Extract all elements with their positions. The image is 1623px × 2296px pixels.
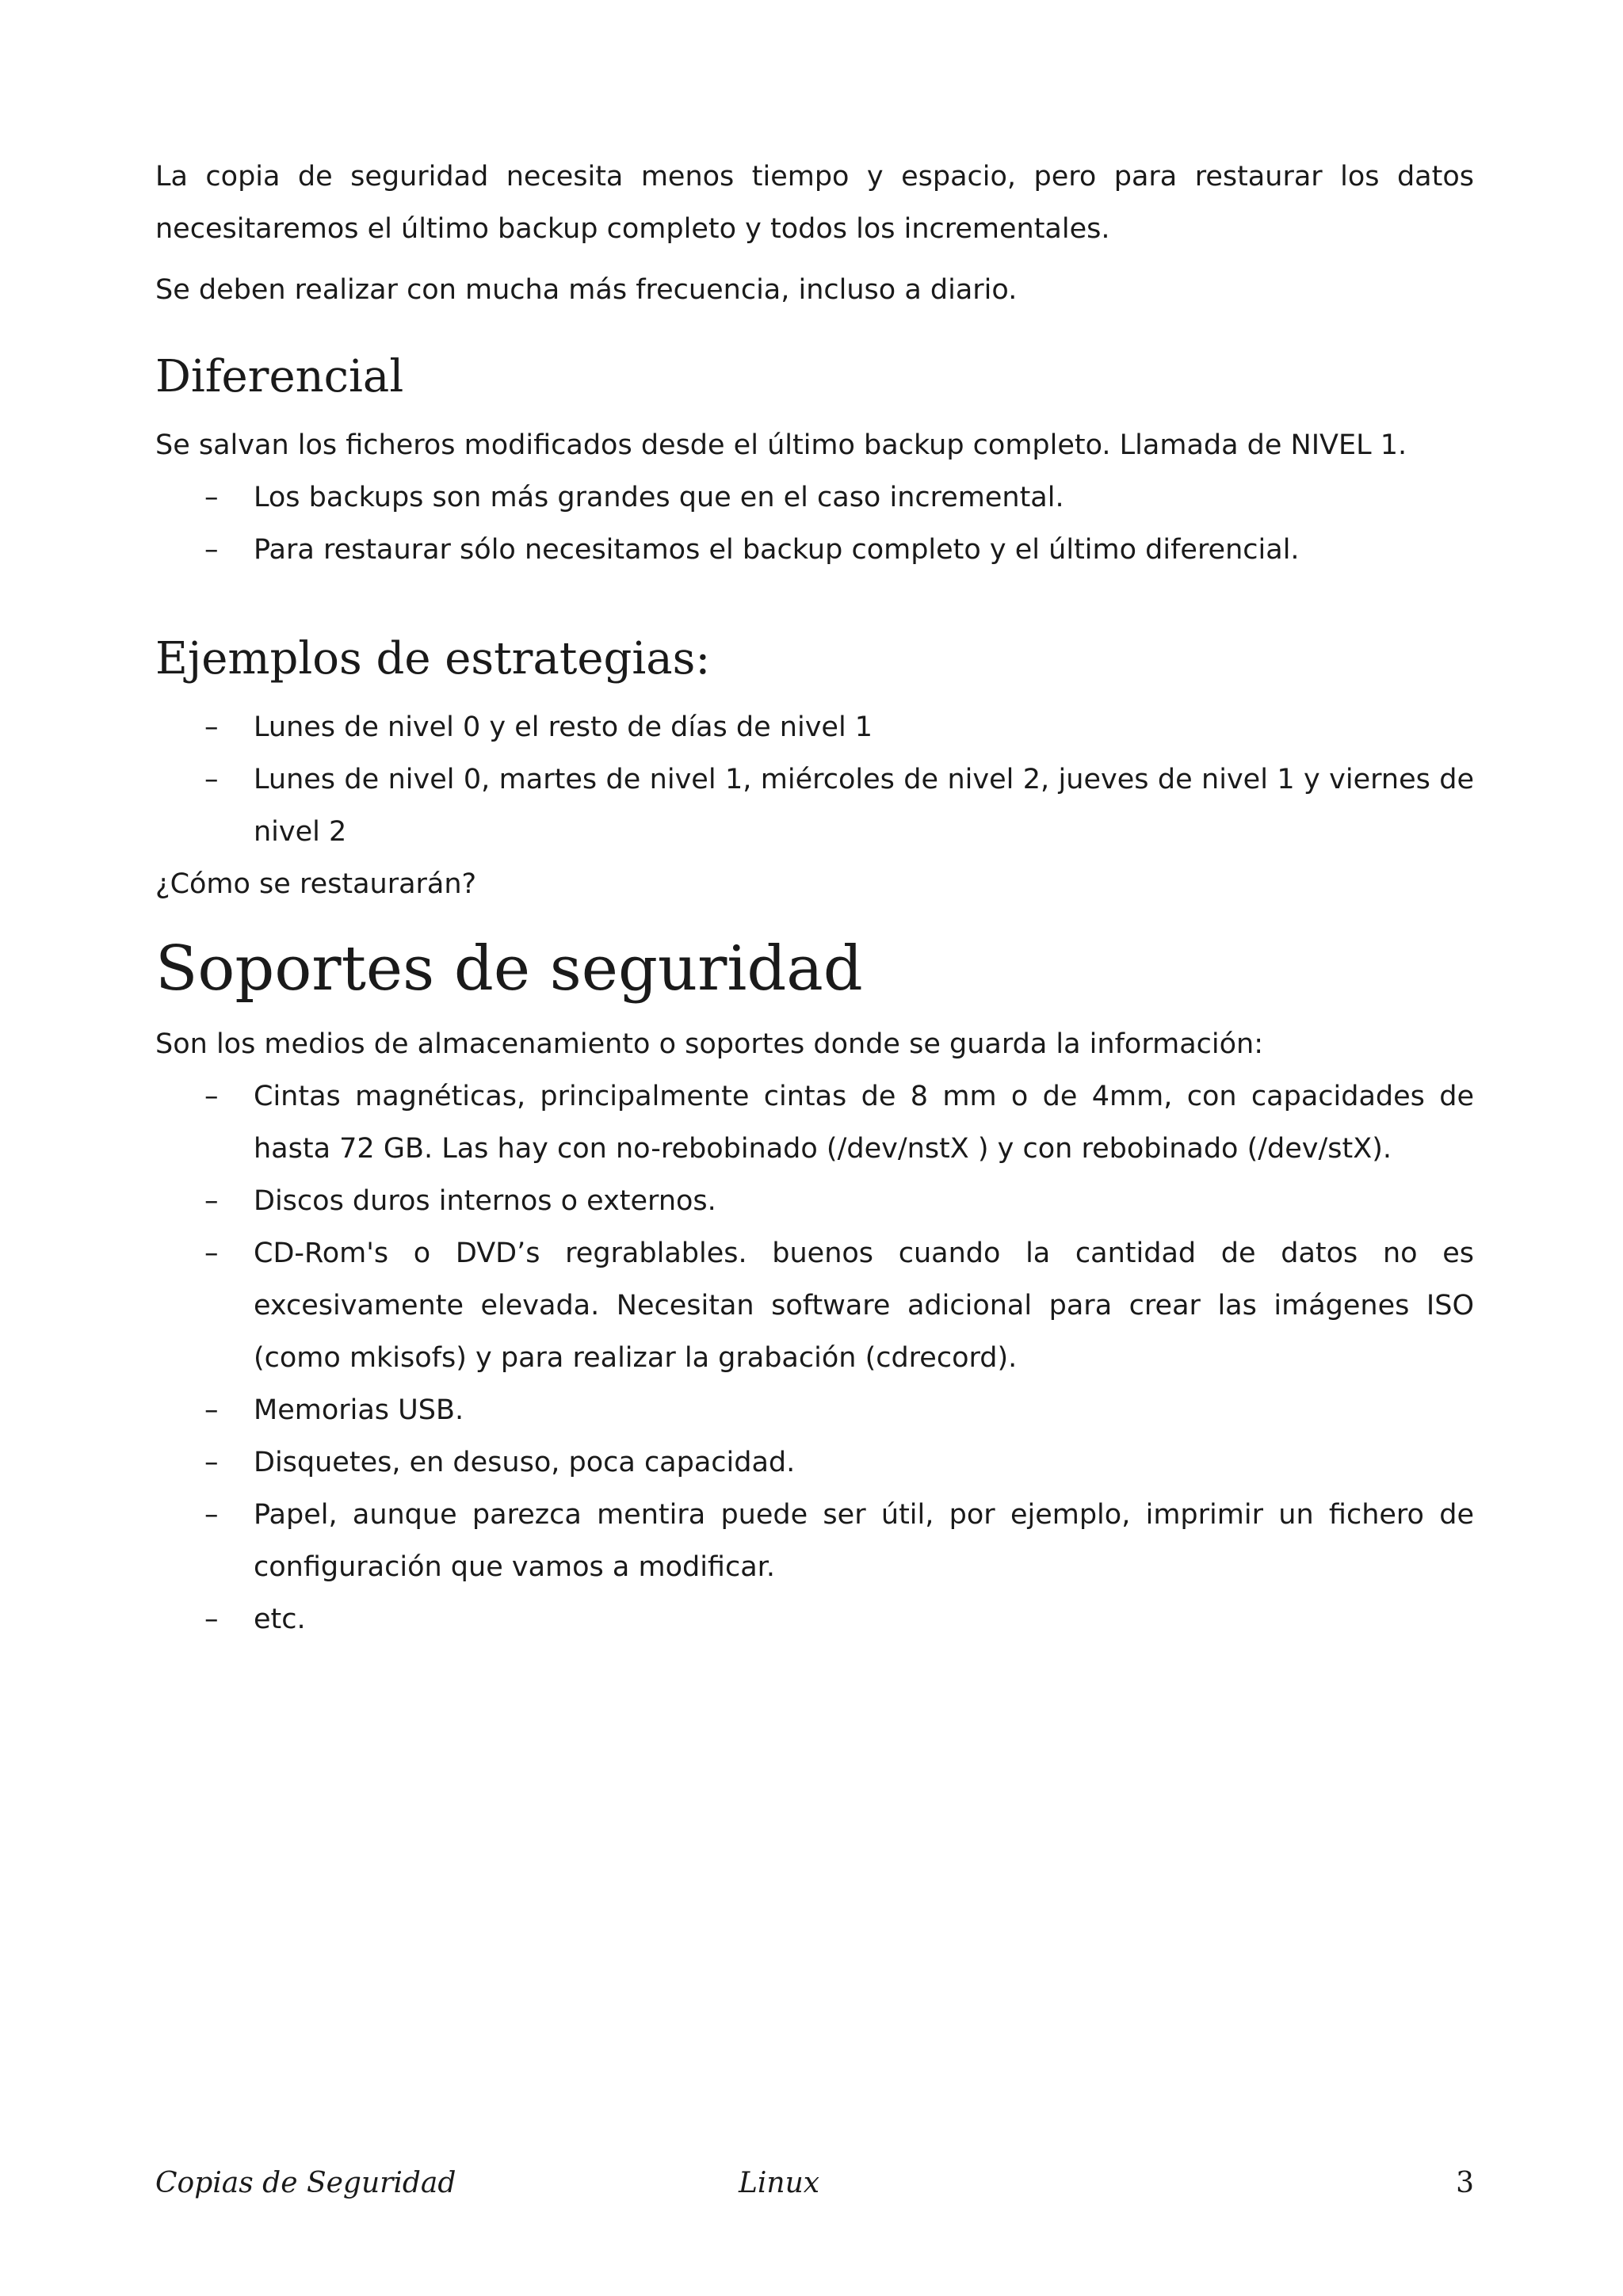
diferencial-lead: Se salvan los ficheros modificados desde el último backup completo. Llamada de NIVEL 1. bbox=[155, 429, 1407, 461]
heading-soportes: Soportes de seguridad bbox=[155, 933, 863, 1005]
dash-bullet: – bbox=[204, 534, 219, 566]
list-item: – Papel, aunque parezca mentira puede ser útil, por ejemplo, imprimir un fichero de configuración que vamos a modificar. bbox=[155, 1489, 1474, 1593]
ejemplos-question: ¿Cómo se restaurarán? bbox=[155, 868, 477, 900]
dash-bullet: – bbox=[204, 1447, 219, 1478]
dash-bullet: – bbox=[204, 1238, 219, 1269]
dash-bullet: – bbox=[204, 711, 219, 743]
list-item: – Memorias USB. bbox=[155, 1384, 1474, 1436]
heading-diferencial: Diferencial bbox=[155, 351, 404, 402]
list-item: – Para restaurar sólo necesitamos el backup completo y el último diferencial. bbox=[155, 524, 1474, 576]
dash-bullet: – bbox=[204, 1081, 219, 1112]
dash-bullet: – bbox=[204, 764, 219, 795]
list-item: – Lunes de nivel 0, martes de nivel 1, miércoles de nivel 2, jueves de nivel 1 y viernes de nivel 2 bbox=[155, 753, 1474, 858]
list-item: – Disquetes, en desuso, poca capacidad. bbox=[155, 1436, 1474, 1489]
footer-document-title: Copias de Seguridad bbox=[155, 2167, 456, 2199]
dash-bullet: – bbox=[204, 1499, 219, 1531]
soportes-lead: Son los medios de almacenamiento o soportes donde se guarda la información: bbox=[155, 1028, 1264, 1060]
list-item: – CD-Rom's o DVD’s regrablables. buenos cuando la cantidad de datos no es excesivamente elevada. Necesitan software adicional para crear las imágenes ISO (como mkisofs) y para realizar la grabación (cdrecord). bbox=[155, 1227, 1474, 1384]
dash-bullet: – bbox=[204, 1185, 219, 1217]
list-item: – Los backups son más grandes que en el caso incremental. bbox=[155, 471, 1474, 524]
page-number: 3 bbox=[1456, 2167, 1474, 2199]
soportes-list bbox=[155, 1070, 1474, 1646]
heading-ejemplos: Ejemplos de estrategias: bbox=[155, 633, 711, 685]
list-item: – Discos duros internos o externos. bbox=[155, 1175, 1474, 1227]
dash-bullet: – bbox=[204, 1394, 219, 1426]
document-page bbox=[155, 151, 1474, 1646]
dash-bullet: – bbox=[204, 1604, 219, 1635]
intro-paragraph-2: Se deben realizar con mucha más frecuencia, incluso a diario. bbox=[155, 274, 1018, 306]
list-item: – Cintas magnéticas, principalmente cintas de 8 mm o de 4mm, con capacidades de hasta 72 GB. Las hay con no-rebobinado (/dev/nstX ) y con rebobinado (/dev/stX). bbox=[155, 1070, 1474, 1175]
list-item: – etc. bbox=[155, 1593, 1474, 1646]
footer-subject: Linux bbox=[739, 2167, 820, 2199]
list-item: – Lunes de nivel 0 y el resto de días de nivel 1 bbox=[155, 701, 1474, 753]
dash-bullet: – bbox=[204, 482, 219, 513]
intro-paragraph-1: La copia de seguridad necesita menos tiempo y espacio, pero para restaurar los datos necesitaremos el último backup completo y todos los incrementales. bbox=[155, 161, 1474, 245]
page-footer bbox=[155, 2167, 1474, 2214]
diferencial-list bbox=[155, 471, 1474, 576]
ejemplos-list bbox=[155, 701, 1474, 858]
